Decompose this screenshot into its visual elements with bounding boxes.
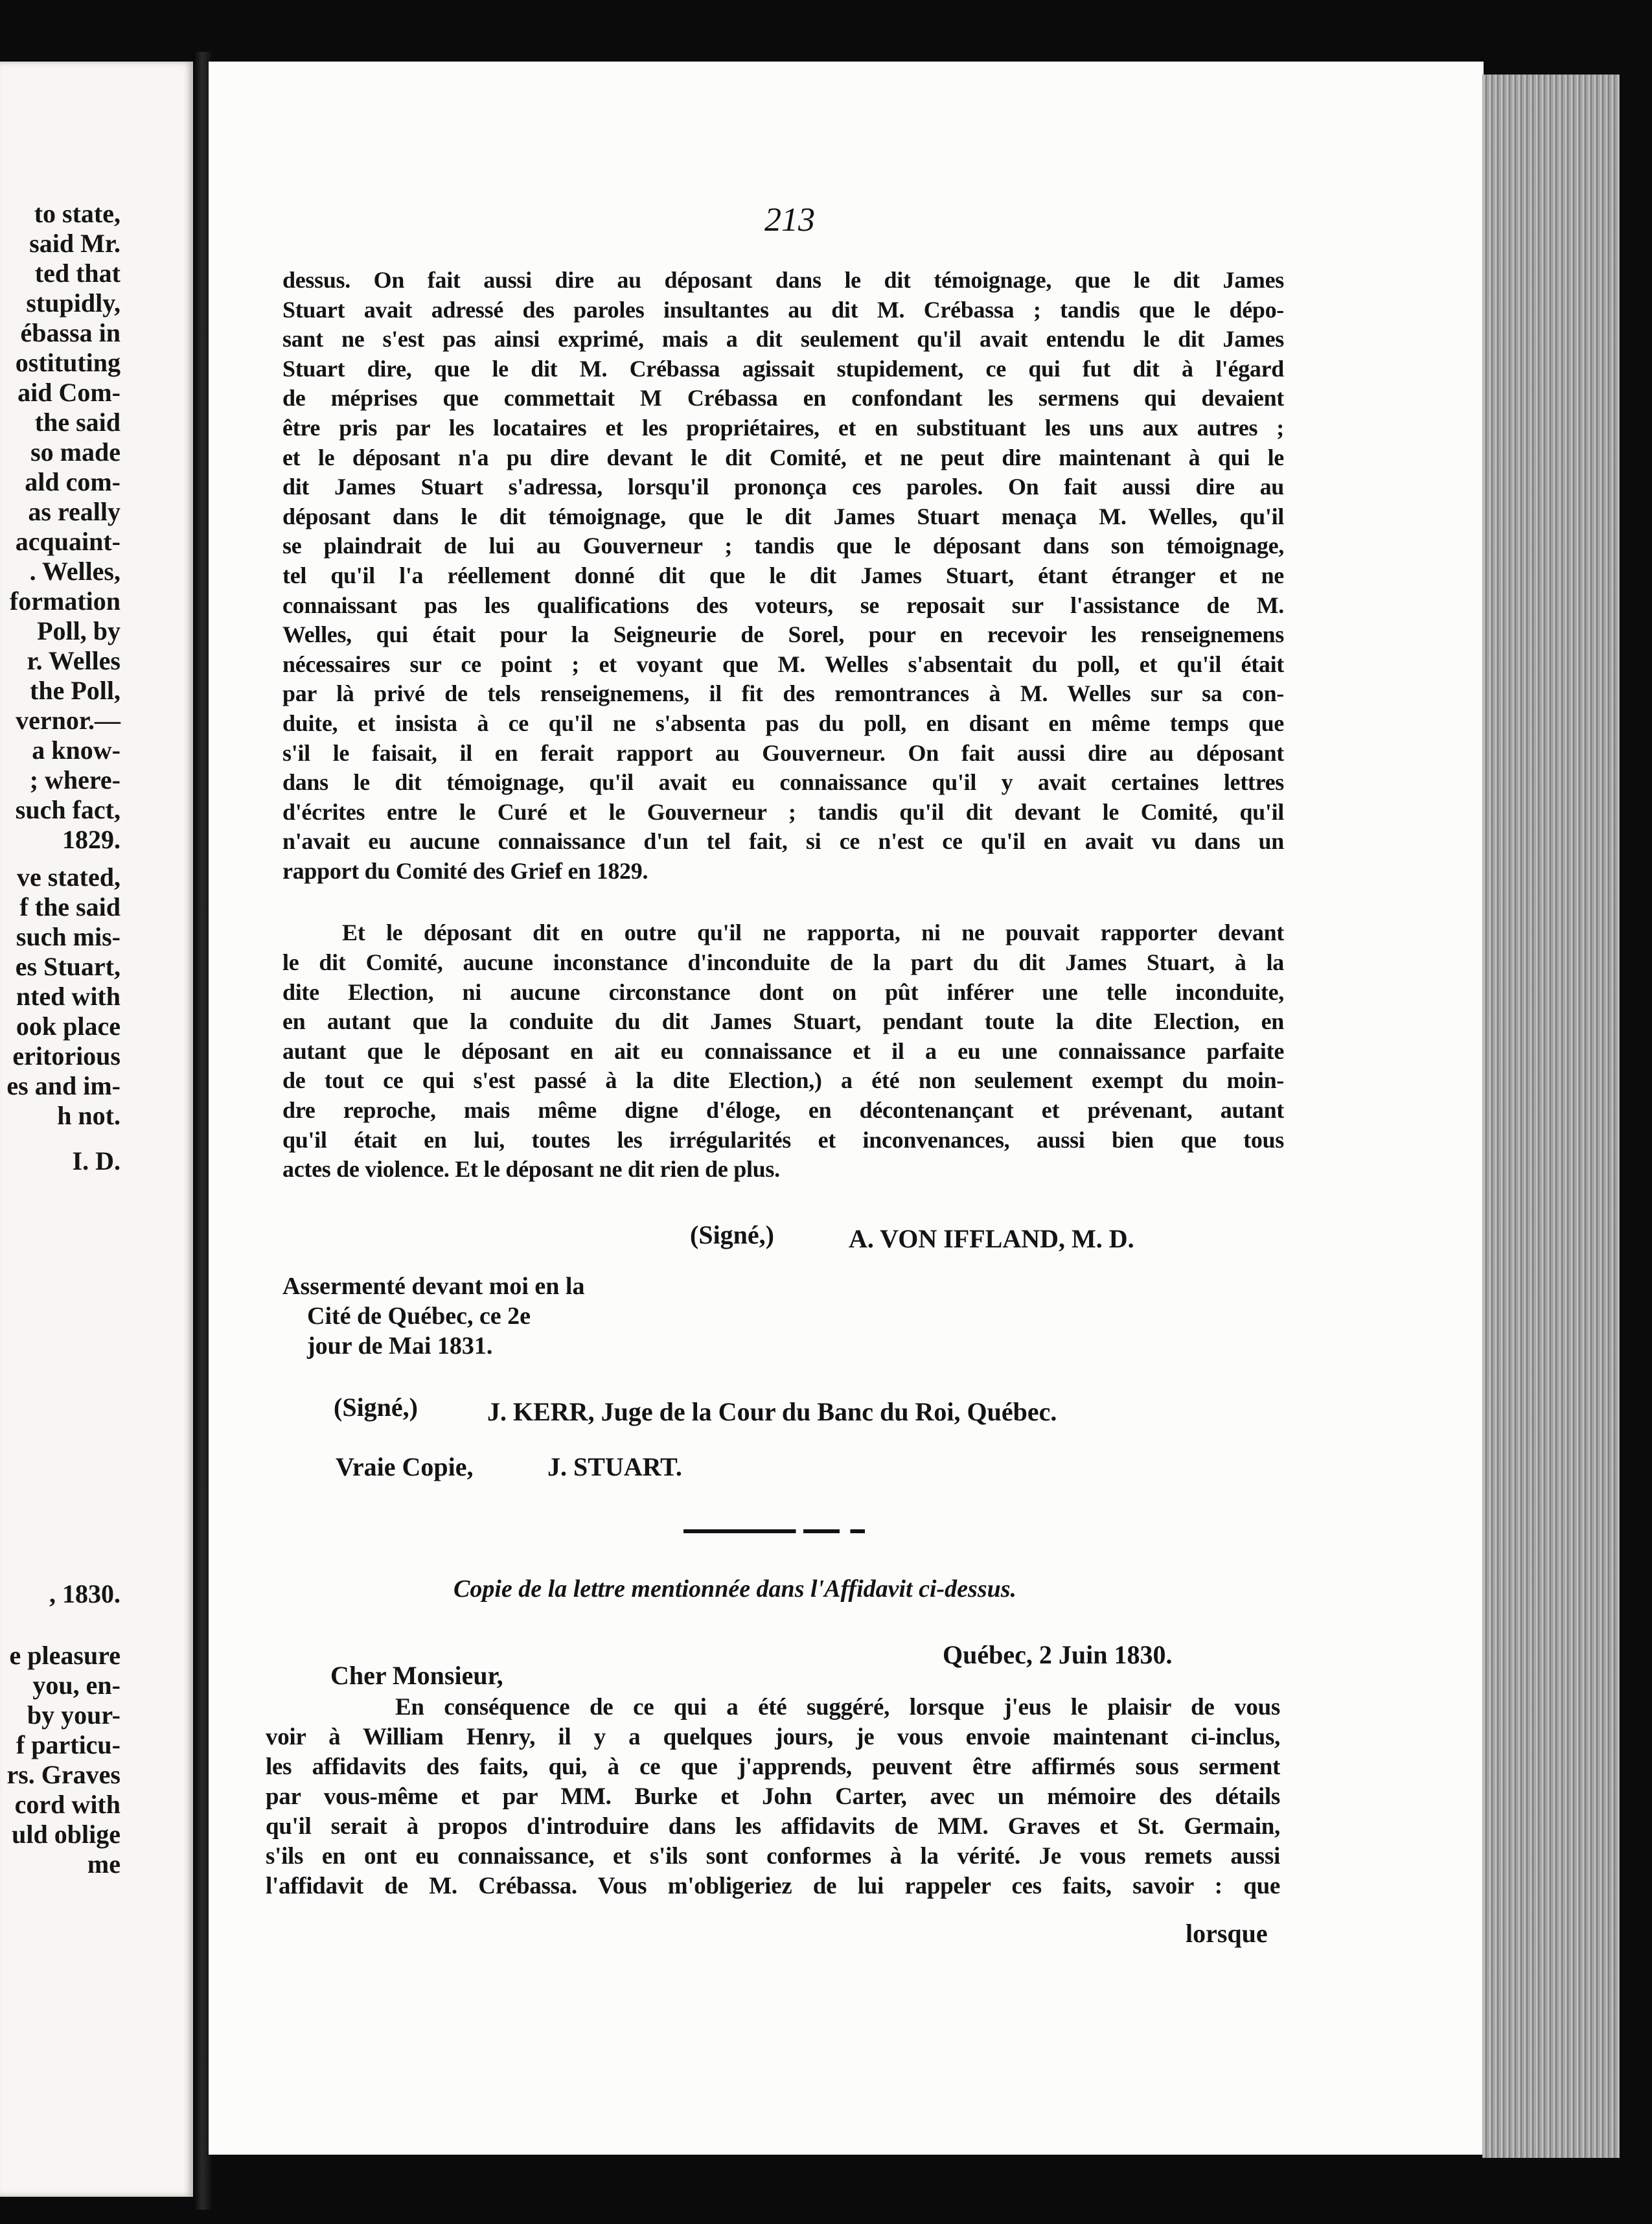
left-page-line: ve stated, <box>17 863 120 892</box>
text-line: de méprises que commettait M Crébassa en confondant les sermens qui devaient <box>282 385 1284 411</box>
catchword: lorsque <box>1186 1919 1268 1948</box>
text-line: n'avait eu aucune connaissance d'un tel fait, si ce n'est ce qu'il en avait vu dans un <box>282 828 1284 855</box>
text-line: dessus. On fait aussi dire au déposant dans le dit témoignage, que le dit James <box>282 267 1284 293</box>
letter-line: par vous-même et par MM. Burke et John Carter, avec un mémoire des détails <box>266 1783 1280 1810</box>
signature-name: A. VON IFFLAND, M. D. <box>849 1224 1134 1253</box>
left-page-line: h not. <box>57 1101 120 1130</box>
true-copy-label: Vraie Copie, <box>336 1452 474 1481</box>
sworn-statement <box>282 1271 584 1361</box>
left-page-line: , 1830. <box>49 1579 120 1608</box>
left-page-line: r. Welles <box>27 646 120 675</box>
left-page-line: me <box>87 1849 120 1879</box>
text-line: dit James Stuart s'adressa, lorsqu'il prononça ces paroles. On fait aussi dire au <box>282 474 1284 500</box>
left-page-line: rs. Graves <box>6 1760 120 1789</box>
section-divider <box>683 1529 865 1533</box>
letter-line: l'affidavit de M. Crébassa. Vous m'obligeriez de lui rappeler ces faits, savoir : que <box>266 1873 1280 1899</box>
left-page-line: es and im- <box>6 1071 120 1100</box>
text-line: actes de violence. Et le déposant ne dit rien de plus. <box>282 1156 780 1183</box>
sworn-line: jour de Mai 1831. <box>307 1332 493 1360</box>
text-line: Stuart avait adressé des paroles insultantes au dit M. Crébassa ; tandis que le dépo- <box>282 296 1284 323</box>
left-page-line: eritorious <box>12 1041 120 1071</box>
left-page-line: said Mr. <box>29 229 120 258</box>
left-page-line: stupidly, <box>26 288 120 318</box>
left-page-line: the said <box>34 408 120 437</box>
left-page-line: ébassa in <box>20 318 120 347</box>
text-line: Welles, qui était pour la Seigneurie de Sorel, pour en recevoir les renseignemens <box>282 621 1284 648</box>
left-page-line: ald com- <box>25 467 120 496</box>
letter-title: Copie de la lettre mentionnée dans l'Affidavit ci-dessus. <box>453 1575 1017 1603</box>
left-page <box>0 62 193 2197</box>
left-page-line: so made <box>30 437 120 467</box>
text-line: se plaindrait de lui au Gouverneur ; tandis que le déposant dans son témoignage, <box>282 533 1284 559</box>
left-page-line: ostituting <box>15 348 120 377</box>
text-line: de tout ce qui s'est passé à la dite Election,) a été non seulement exempt du moin- <box>282 1067 1284 1094</box>
text-line: connaissant pas les qualifications des voteurs, se reposait sur l'assistance de M. <box>282 592 1284 618</box>
text-line: s'il le faisait, il en ferait rapport au Gouverneur. On fait aussi dire au déposant <box>282 739 1284 766</box>
left-page-line: such fact, <box>15 795 120 824</box>
letter-date: Québec, 2 Juin 1830. <box>943 1640 1173 1669</box>
text-line: dre reproche, mais même digne d'éloge, en décontenançant et prévenant, autant <box>282 1097 1284 1124</box>
text-line: Stuart dire, que le dit M. Crébassa agissait stupidement, ce qui fut dit à l'égard <box>282 355 1284 382</box>
left-page-line: Poll, by <box>37 616 120 645</box>
left-page-line: 1829. <box>62 825 120 854</box>
left-page-line: aid Com- <box>17 378 120 407</box>
text-line: sant ne s'est pas ainsi exprimé, mais a dit seulement qu'il avait entendu le dit James <box>282 326 1284 353</box>
left-page-line: I. D. <box>72 1146 120 1176</box>
paragraph-1 <box>282 266 1284 886</box>
paragraph-2 <box>282 918 1284 1184</box>
left-page-line: cord with <box>14 1790 120 1819</box>
text-line: dite Election, ni aucune circonstance dont on pût inférer une telle inconduite, <box>282 979 1284 1005</box>
letter-salutation: Cher Monsieur, <box>330 1661 503 1690</box>
sworn-line: Cité de Québec, ce 2e <box>307 1303 531 1330</box>
left-page-line: e pleasure <box>9 1641 120 1670</box>
letter-body <box>266 1693 1280 1901</box>
text-line: rapport du Comité des Grief en 1829. <box>282 857 648 884</box>
judge-signed-label: (Signé,) <box>334 1393 418 1422</box>
left-page-line: ; where- <box>29 765 120 794</box>
left-page-line: ook place <box>16 1012 120 1041</box>
affidavit-text <box>282 266 1284 1185</box>
text-line: dans le dit témoignage, qu'il avait eu connaissance qu'il y avait certaines lettres <box>282 769 1284 796</box>
text-line: par là privé de tels renseignemens, il fit des remontrances à M. Welles sur sa con- <box>282 680 1284 707</box>
left-page-line: you, en- <box>32 1671 120 1700</box>
letter-line: les affidavits des faits, qui, à ce que j'apprends, peuvent être affirmés sous serment <box>266 1754 1280 1780</box>
text-line: nécessaires sur ce point ; et voyant que M. Welles s'absentait du poll, et qu'il était <box>282 651 1284 677</box>
left-page-line: f the said <box>19 892 120 921</box>
page-number: 213 <box>764 202 815 238</box>
left-page-line: nted with <box>16 982 120 1011</box>
text-line: être pris par les locataires et les propriétaires, et en substituant les uns aux autres ; <box>282 414 1284 441</box>
letter-line: voir à William Henry, il y a quelques jours, je vous envoie maintenant ci-inclus, <box>266 1724 1280 1750</box>
left-page-line: es Stuart, <box>15 952 120 981</box>
text-line: le dit Comité, aucune inconstance d'inconduite de la part du dit James Stuart, à la <box>282 949 1284 976</box>
true-copy-name: J. STUART. <box>547 1452 682 1481</box>
left-page-line: by your- <box>27 1700 120 1730</box>
left-page-line: formation <box>9 586 120 616</box>
left-page-line: vernor.— <box>16 706 120 735</box>
text-line: qu'il était en lui, toutes les irrégularités et inconvenances, aussi bien que tous <box>282 1126 1284 1153</box>
letter-line: s'ils en ont eu connaissance, et s'ils sont conformes à la vérité. Je vous remets aussi <box>266 1843 1280 1870</box>
text-line: et le déposant n'a pu dire devant le dit Comité, et ne peut dire maintenant à qui le <box>282 444 1284 470</box>
page-edges <box>1482 75 1620 2158</box>
left-page-line: such mis- <box>16 922 120 951</box>
judge-signature: J. KERR, Juge de la Cour du Banc du Roi, Québec. <box>487 1397 1057 1426</box>
text-line: Et le déposant dit en outre qu'il ne rapporta, ni ne pouvait rapporter devant <box>342 920 1284 946</box>
text-line: en autant que la conduite du dit James Stuart, pendant toute la dite Election, en <box>282 1008 1284 1035</box>
sworn-line: Assermenté devant moi en la <box>282 1273 585 1300</box>
letter-line: qu'il serait à propos d'introduire dans les affidavits de MM. Graves et St. Germain, <box>266 1813 1280 1840</box>
text-line: tel qu'il l'a réellement donné dit que le dit James Stuart, étant étranger et ne <box>282 562 1284 588</box>
text-line: déposant dans le dit témoignage, que le dit James Stuart menaça M. Welles, qu'il <box>282 503 1284 529</box>
left-page-line: the Poll, <box>30 676 120 705</box>
signature-signed-label: (Signé,) <box>690 1220 774 1249</box>
left-page-line: as really <box>28 497 120 526</box>
text-line: duite, et insista à ce qu'il ne s'absenta pas du poll, en disant en même temps que <box>282 710 1284 736</box>
left-page-line: f particu- <box>16 1730 120 1759</box>
left-page-line: ted that <box>34 259 120 288</box>
left-page-line: uld oblige <box>12 1820 120 1849</box>
text-line: d'écrites entre le Curé et le Gouverneur ; tandis qu'il dit devant le Comité, qu'il <box>282 798 1284 825</box>
left-page-line: to state, <box>34 199 120 228</box>
text-line: autant que le déposant en ait eu connaissance et il a eu une connaissance parfaite <box>282 1037 1284 1064</box>
left-page-line: . Welles, <box>29 557 120 586</box>
letter-line: En conséquence de ce qui a été suggéré, lorsque j'eus le plaisir de vous <box>395 1694 1280 1720</box>
left-page-line: a know- <box>32 736 120 765</box>
left-page-line: acquaint- <box>15 527 120 556</box>
